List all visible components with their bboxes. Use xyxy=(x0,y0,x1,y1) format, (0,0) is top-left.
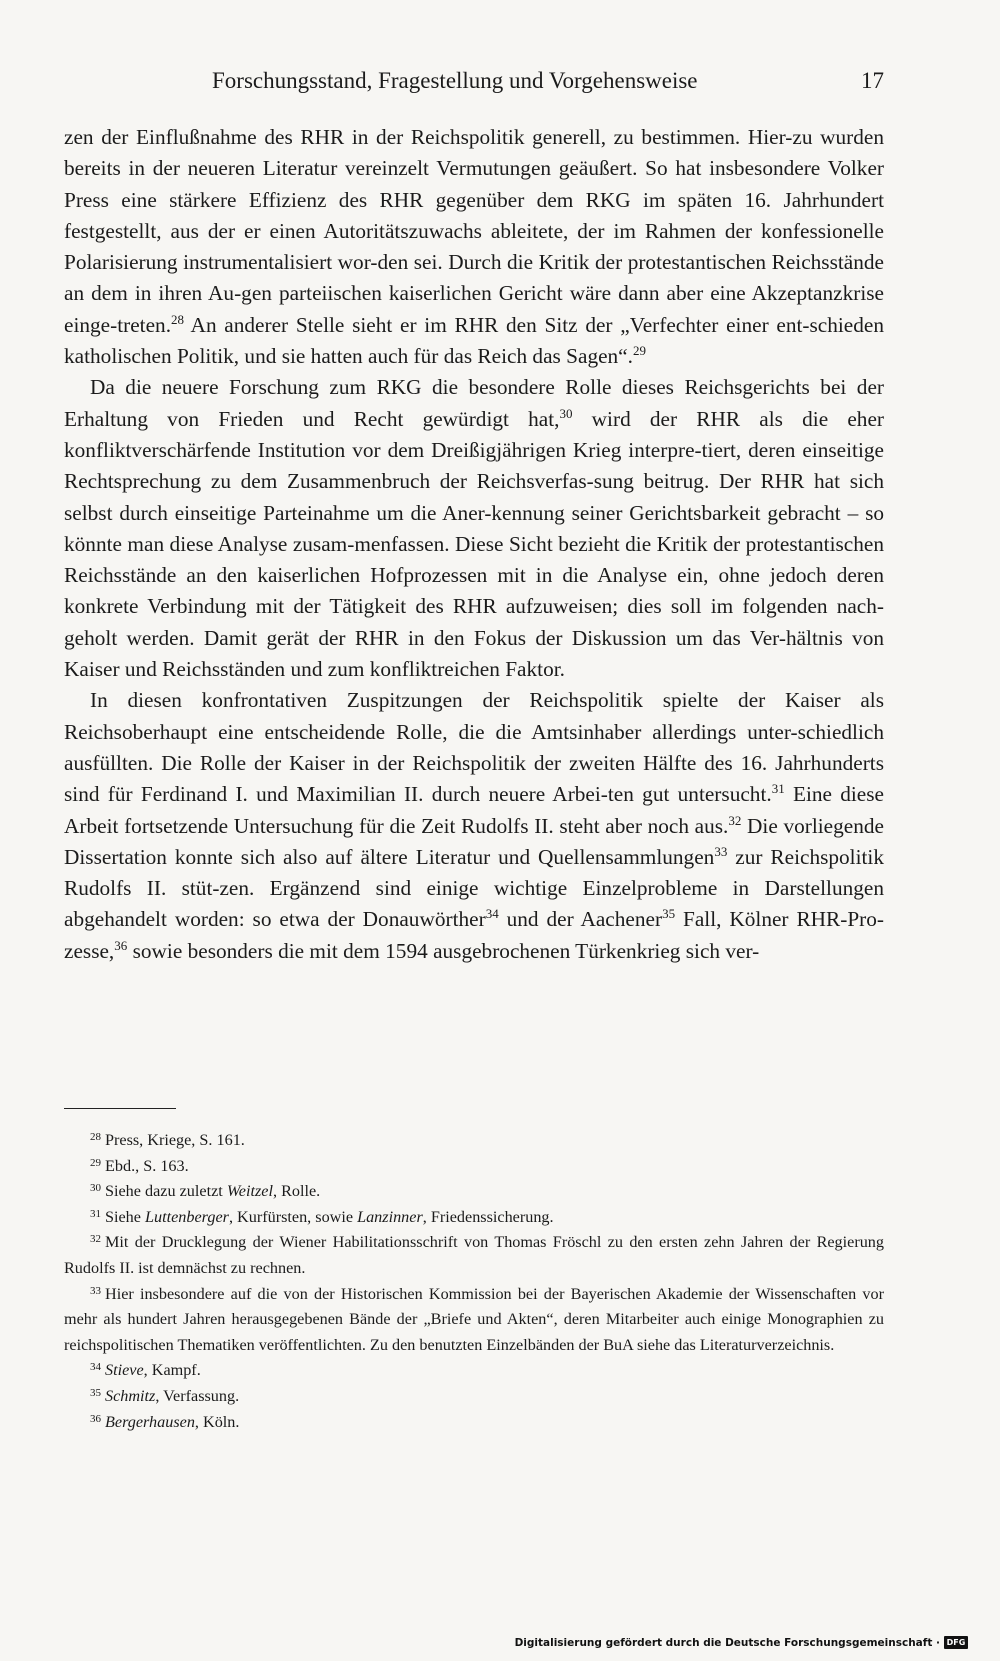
text-run: In diesen konfrontativen Zuspitzungen der Reichspolitik spielte der Kaiser als Reichsoberhaupt eine entscheidende Rolle, die die Amtsinhaber allerdings unter-schiedlich ausfüllten. Die Rolle der Kaiser in der Reichspolitik der zweiten Hälfte des 16. Jahrhunderts sind für Ferdinand I. und Maximilian II. durch neuere Arbei-ten gut untersucht. xyxy=(64,688,884,807)
footnote-text: Ebd., S. 163. xyxy=(105,1156,189,1175)
paragraph-1 xyxy=(64,122,884,372)
text-run: Da die neuere Forschung zum RKG die besondere Rolle dieses Reichsgerichts bei der Erhaltung von Frieden und Recht gewürdigt hat, xyxy=(64,375,884,431)
footnote-number: 35 xyxy=(90,1386,101,1399)
footnote-divider xyxy=(64,1108,176,1109)
footnote-31 xyxy=(64,1205,884,1231)
footnote-text: Siehe dazu zuletzt xyxy=(105,1182,227,1201)
footnote-ref-31[interactable]: 31 xyxy=(771,781,785,797)
footnote-ref-29[interactable]: 29 xyxy=(632,343,646,359)
page-number: 17 xyxy=(861,68,884,93)
footnote-30 xyxy=(64,1179,884,1205)
footnote-text: , Verfassung. xyxy=(155,1386,240,1405)
footnote-ref-36[interactable]: 36 xyxy=(114,937,128,953)
author-name: Luttenberger xyxy=(145,1207,229,1226)
digitization-notice xyxy=(515,1636,968,1649)
text-run: Fall, Kölner RHR-Pro-zesse, xyxy=(64,907,885,963)
text-run: Die vorliegende Dissertation konnte sich also auf ältere Literatur und Quellensammlungen xyxy=(64,813,884,869)
footnote-ref-32[interactable]: 32 xyxy=(728,812,742,828)
footnote-ref-28[interactable]: 28 xyxy=(171,311,185,327)
footnote-number: 30 xyxy=(90,1182,101,1195)
running-title: Forschungsstand, Fragestellung und Vorgehensweise xyxy=(212,68,698,93)
footnote-ref-35[interactable]: 35 xyxy=(662,906,676,922)
author-name: Schmitz xyxy=(105,1386,156,1405)
footnote-text: , Kurfürsten, sowie xyxy=(228,1207,358,1226)
footnote-number: 32 xyxy=(90,1233,101,1246)
footnote-ref-34[interactable]: 34 xyxy=(485,906,499,922)
text-run: sowie besonders die mit dem 1594 ausgebrochenen Türkenkrieg sich ver- xyxy=(127,938,760,963)
footnote-text: Siehe xyxy=(105,1207,146,1226)
body-text xyxy=(64,122,884,967)
text-run: An anderer Stelle sieht er im RHR den Sitz der „Verfechter einer ent-schieden katholischen Politik, und sie hatten auch für das Reich das Sagen“. xyxy=(64,312,884,369)
footnote-number: 28 xyxy=(90,1131,101,1143)
text-run: Eine diese Arbeit fortsetzende Untersuchung für die Zeit Rudolfs II. steht aber noch aus. xyxy=(64,782,884,838)
footnote-34 xyxy=(64,1358,884,1384)
footnote-number: 33 xyxy=(90,1284,101,1297)
footnote-33 xyxy=(64,1282,884,1359)
paragraph-2 xyxy=(64,372,884,685)
footnote-ref-33[interactable]: 33 xyxy=(714,843,728,859)
footnote-text: Press, Kriege, S. 161. xyxy=(105,1131,245,1149)
dfg-logo-icon: DFG xyxy=(944,1636,968,1649)
author-name: Weitzel xyxy=(226,1182,273,1201)
author-name: Bergerhausen xyxy=(105,1412,195,1431)
footnote-36 xyxy=(64,1410,884,1436)
footnote-number: 36 xyxy=(90,1412,101,1425)
footnote-28 xyxy=(64,1128,884,1154)
footnote-text: Hier insbesondere auf die von der Historischen Kommission bei der Bayerischen Akademie der Wissenschaften vor mehr als hundert Jahren herausgegebenen Bände der „Briefe und Akten“, deren Mitarbeiter auch einige Monographien zu reichspolitischen Thematiken veröffentlichten. Zu den benutzten Einzelbänden der BuA siehe das Literaturverzeichnis. xyxy=(64,1284,884,1354)
footnote-ref-30[interactable]: 30 xyxy=(559,405,573,421)
footnote-text: Mit der Drucklegung der Wiener Habilitationsschrift von Thomas Fröschl zu den ersten zehn Jahren der Regierung Rudolfs II. ist demnächst zu rechnen. xyxy=(64,1233,884,1277)
footnote-32 xyxy=(64,1230,884,1281)
author-name: Lanzinner xyxy=(357,1207,423,1226)
footnote-text: , Rolle. xyxy=(272,1182,321,1201)
footnote-35 xyxy=(64,1384,884,1410)
footnote-29 xyxy=(64,1154,884,1180)
text-run: wird der RHR als die eher konfliktverschärfende Institution vor dem Dreißigjährigen Krieg interpre-tiert, deren einseitige Rechtsprechung zu dem Zusammenbruch der Reichsverfas-sung beitrug. Der RHR hat sich selbst durch einseitige Parteinahme um die Aner-kennung seiner Gerichtsbarkeit gebracht – so könnte man diese Analyse zusam-menfassen. Diese Sicht bezieht die Kritik der protestantischen Reichsstände an den kaiserlichen Hofprozessen mit in die Analyse ein, ohne jedoch deren konkrete Verbindung mit der Tätigkeit des RHR aufzuweisen; dies soll im folgenden nach-geholt werden. Damit gerät der RHR in den Fokus der Diskussion um das Ver-hältnis von Kaiser und Reichsständen und zum konfliktreichen Faktor. xyxy=(64,406,884,682)
footnotes xyxy=(64,1128,884,1435)
footnote-text: , Friedenssicherung. xyxy=(422,1207,554,1226)
author-name: Stieve xyxy=(105,1361,144,1380)
text-run: zur Reichspolitik Rudolfs II. stüt-zen. Ergänzend sind einige wichtige Einzelprobleme in Darstellungen abgehandelt worden: so etwa der Donauwörther xyxy=(64,844,884,932)
footnote-number: 29 xyxy=(90,1156,101,1169)
footnote-text: , Kampf. xyxy=(143,1361,201,1380)
paragraph-3 xyxy=(64,685,884,967)
footnote-number: 34 xyxy=(90,1361,101,1374)
text-run: zen der Einflußnahme des RHR in der Reichspolitik generell, zu bestimmen. Hier-zu wurden bereits in der neueren Literatur vereinzelt Vermutungen geäußert. So hat insbesondere Volker Press eine stärkere Effizienz des RHR gegenüber dem RKG im späten 16. Jahrhundert festgestellt, aus der er einen Autoritätszuwachs ableitete, der im Rahmen der konfessionelle Polarisierung instrumentalisiert wor-den sei. Durch die Kritik der protestantischen Reichsstände an dem in ihren Au-gen parteiischen kaiserlichen Gericht wäre dann aber eine Akzeptanzkrise einge-treten. xyxy=(64,125,884,337)
digitization-text: Digitalisierung gefördert durch die Deutsche Forschungsgemeinschaft · xyxy=(514,1636,940,1649)
text-run: und der Aachener xyxy=(498,907,663,932)
footnote-text: , Köln. xyxy=(194,1412,240,1431)
footnote-number: 31 xyxy=(90,1207,101,1220)
